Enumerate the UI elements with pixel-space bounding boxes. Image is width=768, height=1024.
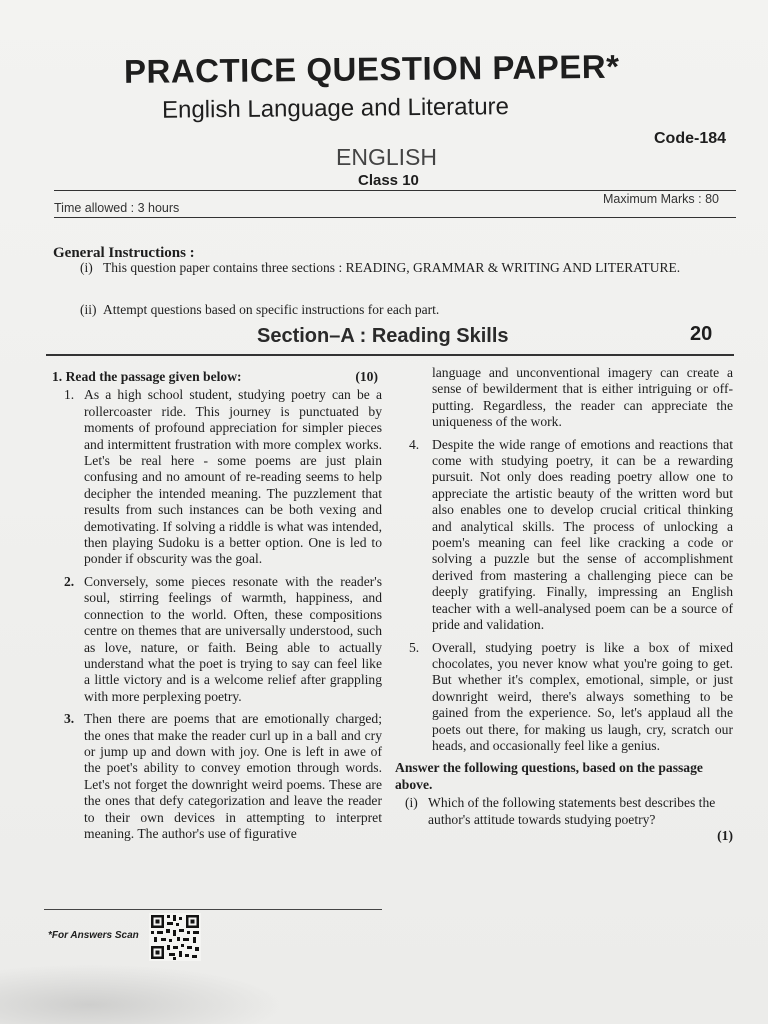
instruction-number: (i)	[80, 260, 93, 275]
passage-paragraph	[52, 574, 382, 705]
paragraph-text: Despite the wide range of emotions and reactions that come with studying poetry, it can be a rewarding pursuit. Not only does reading poetry allow one to appreciate the artistic beauty of the written word but also enables one to develop crucial critical thinking and analytical skills. The process of unlocking a poem's meaning can feel like cracking a code or solving a puzzle but the sense of accomplishment derived from mastering a challenging piece can be deeply gratifying. Finally, impressing an English teacher with a well-analysed poem can be a source of pride and validation.	[432, 436, 733, 633]
sub-question	[395, 795, 733, 844]
paragraph-text: language and unconventional imagery can create a sense of bewilderment that is either intriguing or off-putting. Regardless, the reader can appreciate the uniqueness of the work.	[432, 365, 733, 430]
paper-title: PRACTICE QUESTION PAPER*	[123, 47, 620, 90]
sub-question-text: Which of the following statements best describes the author's attitude towards studying poetry?	[428, 795, 716, 827]
right-column	[395, 365, 733, 844]
paragraph-text: Overall, studying poetry is like a box of mixed chocolates, you never know what you're going to get. But whether it's complex, emotional, simple, or just downright weird, there's always something to be gained from the experience. So, let's applaud all the poets out there, for making us laugh, cry, scratch our heads, and occasionally feel like a genius.	[432, 639, 733, 753]
instruction-text: This question paper contains three sections : READING, GRAMMAR & WRITING AND LITERATURE.	[103, 260, 681, 275]
footer-rule	[44, 909, 382, 910]
instruction-item	[80, 260, 720, 276]
maximum-marks: Maximum Marks : 80	[603, 192, 719, 206]
paper-subtitle: English Language and Literature	[161, 93, 510, 124]
section-heading: Section–A : Reading Skills	[257, 325, 509, 347]
class-label: Class 10	[358, 172, 419, 189]
section-rule	[46, 354, 734, 356]
answers-scan-label: *For Answers Scan	[48, 930, 139, 941]
subject-code: Code-184	[654, 130, 727, 147]
passage-paragraph-continued	[395, 365, 733, 431]
header-rule-top	[54, 190, 736, 191]
answer-instructions: Answer the following questions, based on the passage above.	[395, 760, 703, 792]
question-prompt: 1. Read the passage given below:	[52, 369, 242, 384]
sub-question-marks: (1)	[717, 827, 733, 843]
paragraph-number: 4.	[409, 436, 420, 452]
left-column	[52, 369, 382, 848]
sub-question-number: (i)	[405, 795, 418, 811]
instruction-text: Attempt questions based on specific instructions for each part.	[103, 302, 440, 317]
passage-paragraph	[52, 711, 382, 842]
paragraph-text: Conversely, some pieces resonate with the reader's soul, stirring feelings of warmth, happiness, and connection to the world. Often, these compositions centre on themes that are universally understood, such as love, nature, or faith. Being able to actually understand what the poet is trying to say can feel like a little victory and is a welcome relief after grappling with more perplexing poetry.	[84, 573, 382, 704]
paragraph-number: 2.	[64, 573, 75, 589]
passage-paragraph	[395, 640, 733, 755]
question-heading	[52, 369, 382, 385]
paragraph-text: Then there are poems that are emotionally charged; the ones that make the reader curl up in a ball and cry or jump up and down with joy. One is left in awe of the poet's ability to convey emotion through words. Let's not forget the downright weird poems. These are the ones that defy categorization and leave the reader to their own devices in attempting to interpret meaning. The author's use of figurative	[84, 711, 382, 841]
instruction-number: (ii)	[80, 302, 97, 317]
header-rule-bottom	[54, 217, 736, 218]
paragraph-number: 1.	[64, 387, 75, 403]
question-marks: (10)	[355, 369, 378, 384]
paragraph-number: 3.	[64, 711, 75, 727]
subject-name: ENGLISH	[336, 144, 437, 170]
paragraph-number: 5.	[409, 639, 420, 655]
paragraph-text: As a high school student, studying poetry can be a rollercoaster ride. This journey is punctuated by moments of profound appreciation for simpler pieces and intermittent frustration with more complex works. Let's be real here - some poems are just plain confusing and no amount of re-reading seems to help decipher the intended meaning. The puzzlement that results from such instances can be both vexing and demotivating. If solving a riddle is what was intended, then playing Sudoku is a better option. One is led to ponder if obscurity was the goal.	[84, 387, 382, 567]
section-marks: 20	[690, 323, 713, 345]
instruction-item	[80, 302, 720, 318]
general-instructions-heading: General Instructions :	[53, 245, 195, 261]
passage-paragraph	[52, 387, 382, 567]
qr-code-icon[interactable]	[149, 913, 201, 961]
passage-paragraph	[395, 437, 733, 634]
scan-noise	[0, 960, 300, 1024]
time-allowed: Time allowed : 3 hours	[54, 201, 180, 215]
